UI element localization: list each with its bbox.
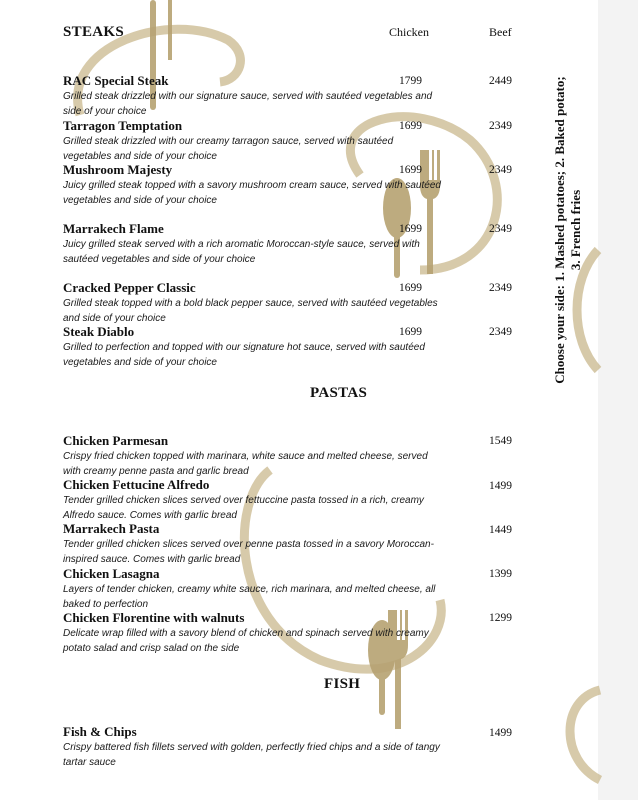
item-name: Cracked Pepper Classic xyxy=(63,280,196,295)
item-name: Steak Diablo xyxy=(63,324,135,339)
chicken-price: 1699 xyxy=(399,282,422,294)
price: 1549 xyxy=(489,435,512,447)
beef-price: 2449 xyxy=(489,75,512,87)
item-description: Juicy grilled steak served with a rich aromatic Moroccan-style sauce, served with sautéed vegetables and side of your choice xyxy=(63,239,420,265)
price: 1499 xyxy=(489,727,512,739)
menu-item-marrakech-pasta xyxy=(63,521,443,567)
steaks-title: STEAKS xyxy=(63,24,124,40)
lower-spoon-handle xyxy=(379,675,385,715)
chicken-price: 1699 xyxy=(399,164,422,176)
price: 1449 xyxy=(489,524,512,536)
menu-item-fish-and-chips xyxy=(63,724,463,770)
top-fork-tines xyxy=(168,0,172,60)
price: 1499 xyxy=(489,480,512,492)
plate-swirl-bottom xyxy=(570,690,600,780)
menu-item-steak-diablo xyxy=(63,324,443,370)
item-name: Fish & Chips xyxy=(63,724,137,739)
fish-title: FISH xyxy=(324,676,361,692)
beef-price: 2349 xyxy=(489,164,512,176)
item-name: RAC Special Steak xyxy=(63,73,169,88)
item-name: Marrakech Pasta xyxy=(63,521,160,536)
item-description: Grilled steak topped with a bold black pepper sauce, served with sautéed vegetables and side of your choice xyxy=(63,298,438,324)
item-description: Grilled steak drizzled with our creamy tarragon sauce, served with sautéed vegetables and side of your choice xyxy=(63,136,394,162)
item-name: Chicken Parmesan xyxy=(63,433,169,448)
item-description: Delicate wrap filled with a savory blend of chicken and spinach served with creamy potato salad and crisp salad on the side xyxy=(63,628,429,654)
item-description: Grilled steak drizzled with our signature sauce, served with sautéed vegetables and side of your choice xyxy=(63,91,433,117)
menu-item-mushroom-majesty xyxy=(63,162,443,208)
item-name: Chicken Fettucine Alfredo xyxy=(63,477,210,492)
beef-price: 2349 xyxy=(489,282,512,294)
chicken-price: 1799 xyxy=(399,75,422,87)
item-description: Tender grilled chicken slices served over fettuccine pasta tossed in a rich, creamy Alfredo sauce. Comes with garlic bread xyxy=(63,495,424,521)
item-description: Layers of tender chicken, creamy white sauce, rich marinara, and melted cheese, all baked to perfection xyxy=(63,584,436,610)
item-name: Marrakech Flame xyxy=(63,221,164,236)
pastas-title: PASTAS xyxy=(310,385,368,401)
item-name: Chicken Florentine with walnuts xyxy=(63,610,245,625)
price: 1299 xyxy=(489,612,512,624)
menu-item-chicken-florentine xyxy=(63,610,443,656)
item-description: Grilled to perfection and topped with our signature hot sauce, served with sautéed vegetables and side of your choice xyxy=(63,342,425,368)
chicken-price: 1699 xyxy=(399,326,422,338)
chicken-column-header: Chicken xyxy=(389,25,429,39)
item-description: Crispy fried chicken topped with marinara, white sauce and melted cheese, served with creamy penne pasta and garlic bread xyxy=(63,451,428,477)
item-name: Tarragon Temptation xyxy=(63,118,183,133)
side-choice-note: Choose your side: 1. Mashed potatoes; 2. Baked potato; 3. French fries xyxy=(552,76,583,384)
item-description: Tender grilled chicken slices served over penne pasta tossed in a savory Moroccan-inspired sauce. Comes with garlic bread xyxy=(63,539,434,565)
menu-item-chicken-lasagna xyxy=(63,566,443,612)
menu-item-chicken-parmesan xyxy=(63,433,443,479)
chicken-price: 1699 xyxy=(399,223,422,235)
beef-column-header: Beef xyxy=(489,25,512,39)
menu-item-marrakech-flame xyxy=(63,221,443,267)
chicken-price: 1699 xyxy=(399,120,422,132)
item-name: Mushroom Majesty xyxy=(63,162,173,177)
item-description: Juicy grilled steak topped with a savory mushroom cream sauce, served with sautéed vegetables and side of your choice xyxy=(63,180,441,206)
item-description: Crispy battered fish fillets served with golden, perfectly fried chips and a side of tangy tartar sauce xyxy=(63,742,440,768)
menu-item-tarragon-temptation xyxy=(63,118,443,164)
menu-item-chicken-fettucine-alfredo xyxy=(63,477,443,523)
price: 1399 xyxy=(489,568,512,580)
menu-item-rac-special-steak xyxy=(63,73,443,119)
beef-price: 2349 xyxy=(489,120,512,132)
beef-price: 2349 xyxy=(489,326,512,338)
beef-price: 2349 xyxy=(489,223,512,235)
item-name: Chicken Lasagna xyxy=(63,566,160,581)
menu-item-cracked-pepper-classic xyxy=(63,280,443,326)
